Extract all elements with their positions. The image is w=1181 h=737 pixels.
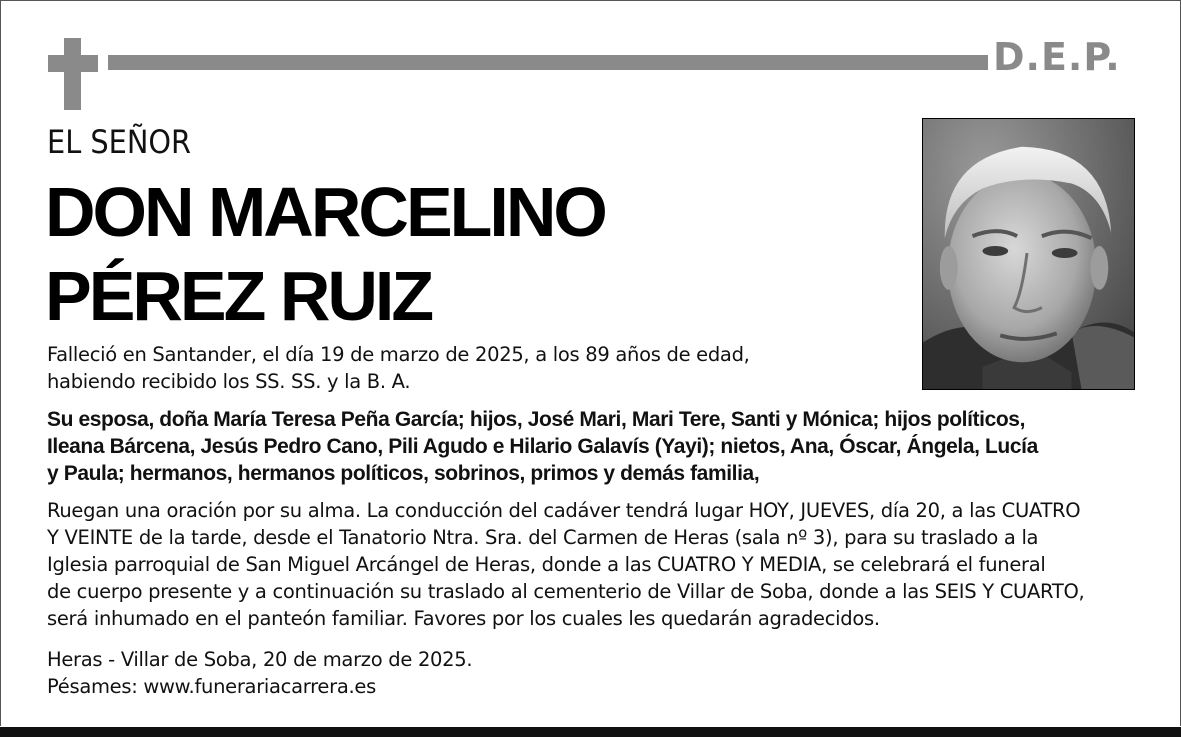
name-line: DON MARCELINO <box>45 173 605 251</box>
ceremony-line: será inhumado en el panteón familiar. Favores por los cuales les quedarán agradecidos. <box>47 607 880 630</box>
header-rule <box>108 55 988 70</box>
family-line: y Paula; hermanos, hermanos políticos, sobrinos, primos y demás familia, <box>47 462 760 485</box>
ceremony-line: Ruegan una oración por su alma. La conducción del cadáver tendrá lugar HOY, JUEVES, día 20, a las CUATRO <box>47 499 1081 522</box>
family-list <box>47 406 1038 487</box>
condolences-link: Pésames: www.funerariacarrera.es <box>47 675 376 698</box>
cross-icon <box>48 38 98 110</box>
portrait-photo <box>922 118 1135 390</box>
bottom-border <box>0 727 1181 737</box>
name-line: PÉREZ RUIZ <box>45 257 432 335</box>
ceremony-line: Iglesia parroquial de San Miguel Arcángel de Heras, donde a las CUATRO Y MEDIA, se celebrará el funeral <box>47 553 1046 576</box>
ceremony-line: de cuerpo presente y a continuación su traslado al cementerio de Villar de Soba, donde a las SEIS Y CUARTO, <box>47 580 1085 603</box>
honorific: EL SEÑOR <box>47 123 192 161</box>
death-notice-line: Falleció en Santander, el día 19 de marzo de 2025, a los 89 años de edad, <box>47 343 750 366</box>
family-line: Su esposa, doña María Teresa Peña García; hijos, José Mari, Mari Tere, Santi y Mónica; hijos políticos, <box>47 408 1025 431</box>
dep-label: D.E.P. <box>993 35 1121 79</box>
death-notice-line: habiendo recibido los SS. SS. y la B. A. <box>47 370 411 393</box>
place-date: Heras - Villar de Soba, 20 de marzo de 2025. <box>47 648 473 671</box>
ceremony-line: Y VEINTE de la tarde, desde el Tanatorio Ntra. Sra. del Carmen de Heras (sala nº 3), para su traslado a la <box>47 526 1039 549</box>
family-line: Ileana Bárcena, Jesús Pedro Cano, Pili Agudo e Hilario Galavís (Yayi); nietos, Ana, Óscar, Ángela, Lucía <box>47 435 1038 458</box>
portrait-image <box>923 119 1134 389</box>
ceremony-details <box>47 497 1084 632</box>
signoff <box>47 646 472 700</box>
deceased-name <box>45 170 895 338</box>
death-notice <box>47 341 750 395</box>
